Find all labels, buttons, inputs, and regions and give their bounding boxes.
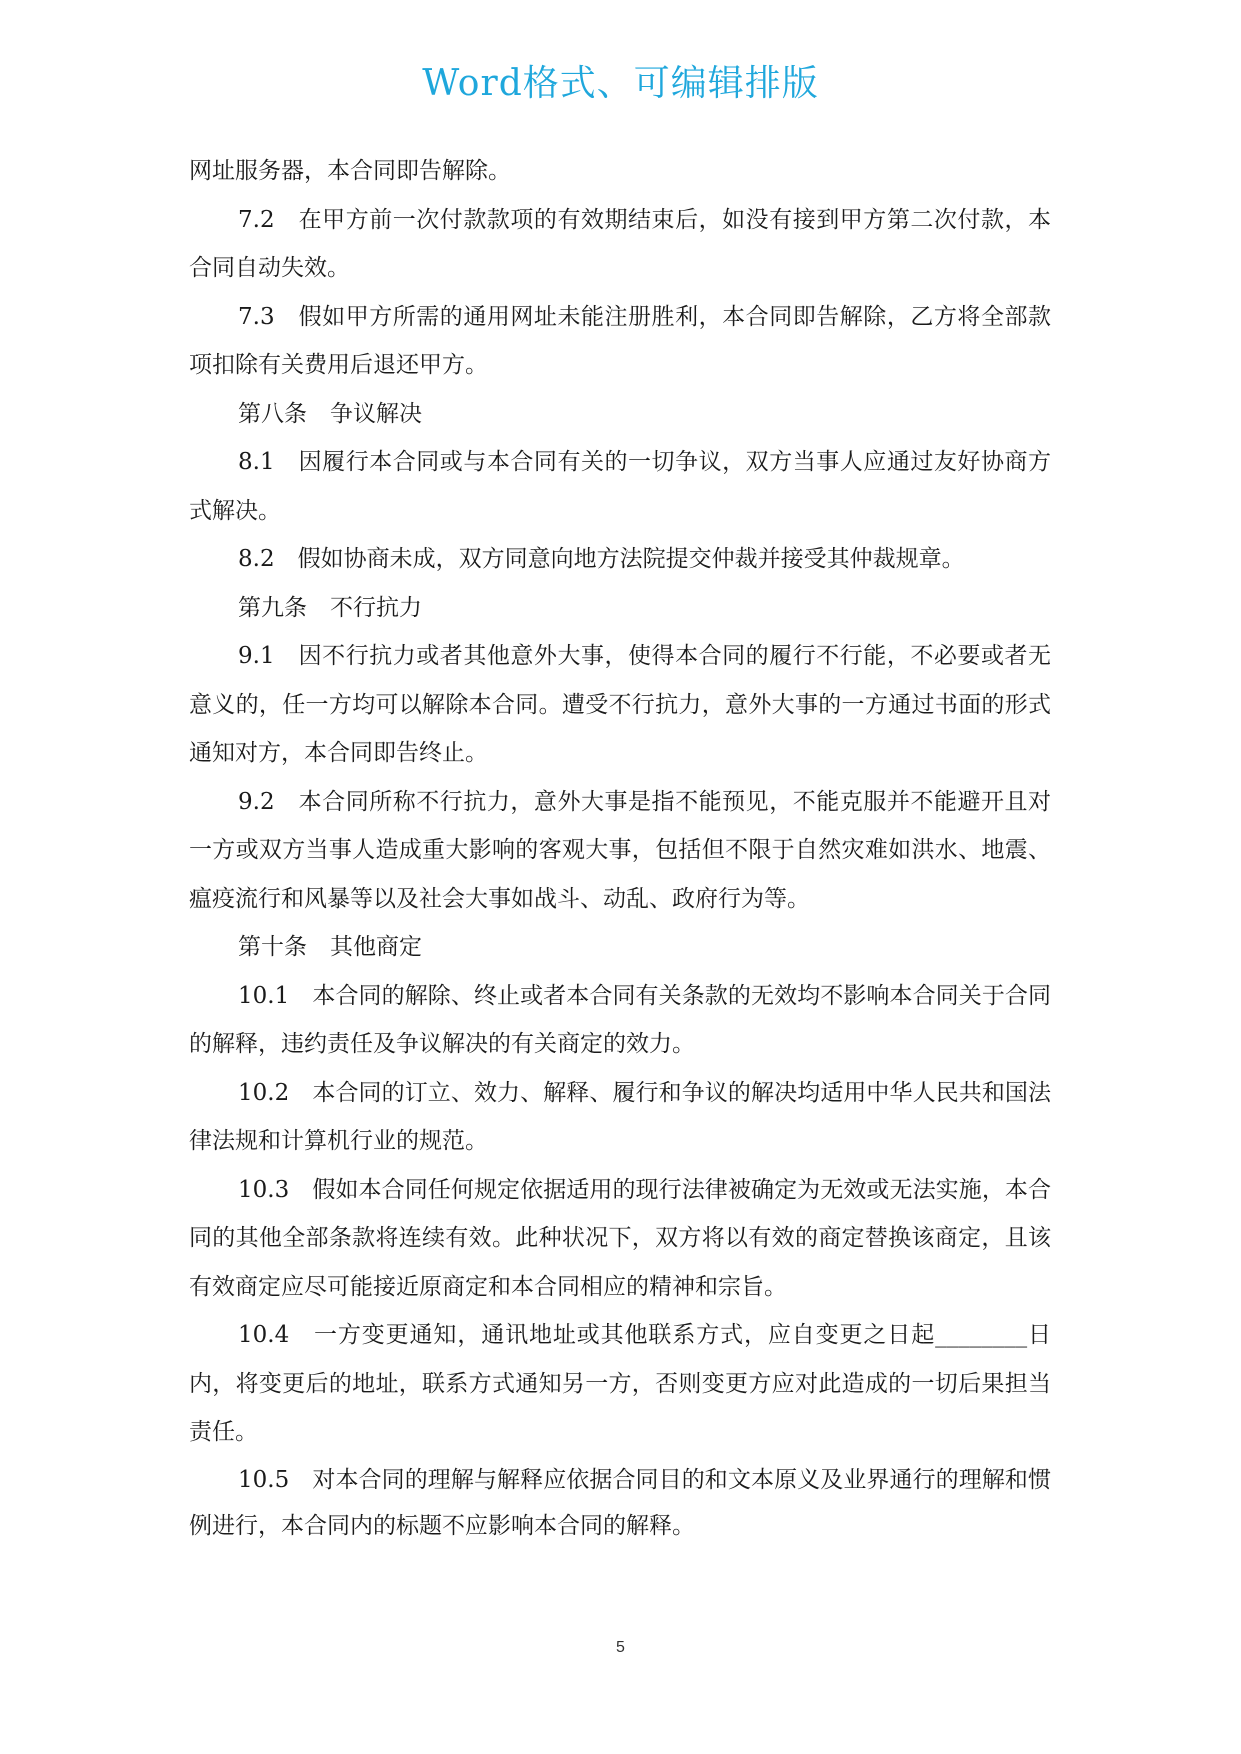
page-number: 5 bbox=[616, 1639, 625, 1656]
clause-7-3: 7.3 假如甲方所需的通用网址未能注册胜利，本合同即告解除，乙方将全部款项扣除有关费用后退还甲方。 bbox=[189, 303, 1051, 378]
page-header-title: Word格式、可编辑排版 bbox=[422, 63, 819, 104]
clause-10-2: 10.2 本合同的订立、效力、解释、履行和争议的解决均适用中华人民共和国法律法规和计算机行业的规范。 bbox=[189, 1079, 1051, 1154]
article-9-heading: 第九条 不行抗力 bbox=[238, 594, 422, 621]
article-10-heading: 第十条 其他商定 bbox=[238, 934, 422, 960]
clause-9-1: 9.1 因不行抗力或者其他意外大事，使得本合同的履行不行能，不必要或者无意义的，任一方均可以解除本合同。遭受不行抗力，意外大事的一方通过书面的形式通知对方，本合同即告终止。 bbox=[189, 643, 1051, 766]
clause-10-4: 10.4 一方变更通知，通讯地址或其他联系方式，应自变更之日起________日内，将变更后的地址，联系方式通知另一方，否则变更方应对此造成的一切后果担当责任。 bbox=[189, 1322, 1051, 1445]
clause-8-2: 8.2 假如协商未成，双方同意向地方法院提交仲裁并接受其仲裁规章。 bbox=[238, 546, 965, 572]
clause-8-1: 8.1 因履行本合同或与本合同有关的一切争议，双方当事人应通过友好协商方式解决。 bbox=[189, 449, 1051, 524]
clause-10-1: 10.1 本合同的解除、终止或者本合同有关条款的无效均不影响本合同关于合同的解释，违约责任及争议解决的有关商定的效力。 bbox=[189, 982, 1051, 1057]
clause-9-2: 9.2 本合同所称不行抗力，意外大事是指不能预见，不能克服并不能避开且对一方或双方当事人造成重大影响的客观大事，包括但不限于自然灾难如洪水、地震、瘟疫流行和风暴等以及社会大事如战斗、动乱、政府行为等。 bbox=[189, 788, 1051, 912]
document-body bbox=[189, 147, 1051, 1549]
article-8-heading: 第八条 争议解决 bbox=[238, 400, 422, 427]
clause-10-5: 10.5 对本合同的理解与解释应依据合同目的和文本原义及业界通行的理解和惯例进行，本合同内的标题不应影响本合同的解释。 bbox=[189, 1466, 1051, 1539]
clause-7-2: 7.2 在甲方前一次付款款项的有效期结束后，如没有接到甲方第二次付款，本合同自动失效。 bbox=[189, 206, 1051, 281]
clause-10-3: 10.3 假如本合同任何规定依据适用的现行法律被确定为无效或无法实施，本合同的其他全部条款将连续有效。此种状况下，双方将以有效的商定替换该商定，且该有效商定应尽可能接近原商定和本合同相应的精神和宗旨。 bbox=[189, 1176, 1051, 1300]
paragraph-continuation: 网址服务器，本合同即告解除。 bbox=[189, 158, 511, 184]
